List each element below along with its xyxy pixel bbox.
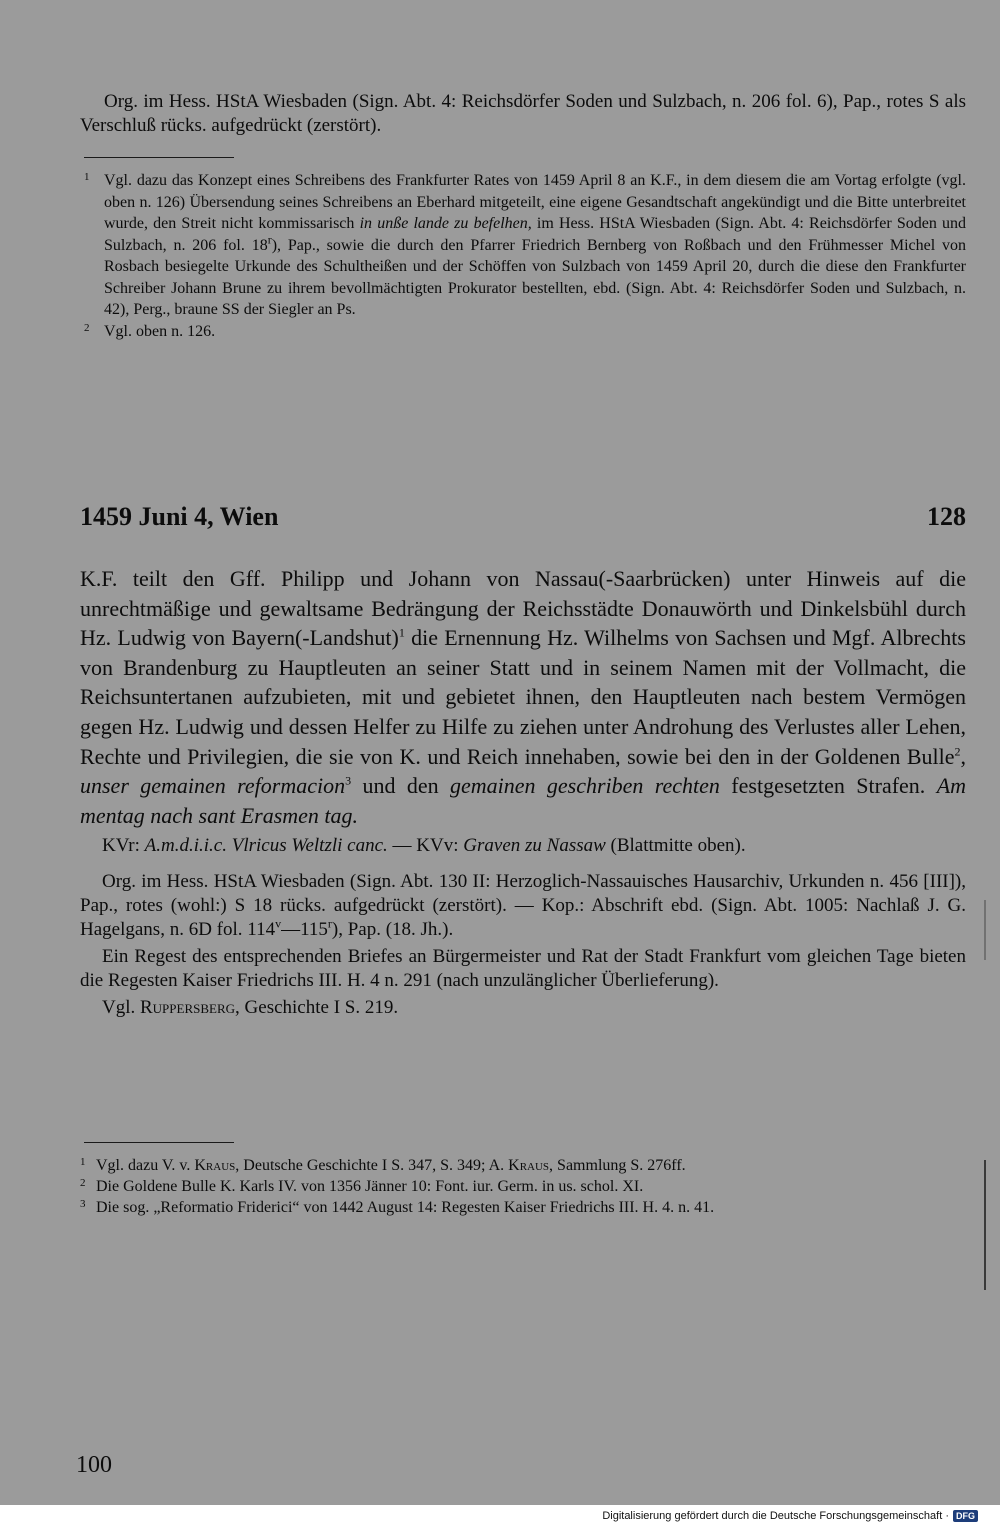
text-run: — KVv: <box>387 835 464 857</box>
text-run: , Sammlung S. 276ff. <box>549 1157 686 1174</box>
italic-text: A.m.d.i.i.c. Vlricus Weltzli canc. <box>144 835 388 857</box>
superscript: 1 <box>398 625 405 640</box>
footnote-number: 2 <box>84 321 90 334</box>
footnote <box>80 1176 966 1197</box>
italic-text: in unße lande zu befelhen, <box>359 215 532 232</box>
footer-text: Digitalisierung gefördert durch die Deutsche Forschungsgemeinschaft · <box>602 1510 949 1522</box>
italic-text: Graven zu Nassaw <box>463 835 606 857</box>
text-run: Vgl. oben n. 126. <box>104 322 216 340</box>
text-run: , Deutsche Geschichte I S. 347, S. 349; A. <box>235 1157 509 1174</box>
regest-text <box>80 564 966 830</box>
text-run: —115 <box>281 919 328 941</box>
footnote <box>80 170 966 321</box>
text-run: Org. im Hess. HStA Wiesbaden (Sign. Abt. 130 II: Herzoglich-Nassauisches Hausarchiv, Urkunden n. 456 [III]), Pap., rotes (wohl:) S 18 rücks. aufgedrückt (zerstört). — Kop.: Abschrift ebd. (Sign. Abt. 1005: Nachlaß J. G. Hagelgans, n. 6D fol. 114 <box>80 871 966 941</box>
text-run: im Hess. HStA Wiesbaden (Sign. Abt. 4: Reichsdörfer Soden und Sulzbach, n. 206 fol. 18 <box>104 215 967 254</box>
entry-notes <box>80 870 966 1020</box>
footnote-number: 1 <box>84 171 90 183</box>
footnote-number: 1 <box>80 1156 86 1168</box>
footnote <box>80 1197 966 1218</box>
italic-text: gemainen geschriben rechten <box>449 773 720 799</box>
text-run: die Ernennung Hz. Wilhelms von Sachsen und Mgf. Albrechts von Brandenburg zu Hauptleuten an seiner Statt und in seinem Namen mit der Vollmacht, die Reichsuntertanen aufzubieten, mit und gebietet ihnen, den Hauptleuten nach bestem Vermögen gegen Hz. Ludwig und dessen Helfer zu Hilfe zu ziehen unter Androhung des Verlustes aller Lehen, Rechte und Privilegien, die sie von K. und Reich innehaben, sowie bei den in der Goldenen Bulle <box>80 625 966 769</box>
dfg-logo-icon: DFG <box>953 1510 978 1522</box>
footnote-rule <box>84 1142 234 1143</box>
archive-note: Org. im Hess. HStA Wiesbaden (Sign. Abt. 4: Reichsdörfer Soden und Sulzbach, n. 206 fol. 6), Pap., rotes S als Verschluß rücks. aufgedrückt (zerstört). <box>80 91 966 136</box>
text-run: festgesetzten Strafen. <box>719 773 937 799</box>
scan-edge-mark <box>984 900 986 960</box>
superscript: v <box>275 917 282 932</box>
superscript: 2 <box>954 744 961 759</box>
text-run: Die Goldene Bulle K. Karls IV. von 1356 Jänner 10: Font. iur. Germ. in us. schol. XI. <box>96 1178 644 1195</box>
digitization-footer <box>0 1505 1000 1527</box>
italic-text: Am mentag nach sant Erasmen tag. <box>80 773 967 828</box>
text-run: KVr: <box>102 835 145 857</box>
author-name: Kraus <box>194 1157 236 1174</box>
entry-number: 128 <box>927 502 966 531</box>
footnote-number: 3 <box>80 1198 86 1210</box>
top-archive-block <box>80 90 966 138</box>
text-run: ), Pap. (18. Jh.). <box>331 919 454 941</box>
text-run: K.F. teilt den Gff. Philipp und Johann von Nassau(-Saarbrücken) unter Hinweis auf die unrechtmäßige und gewaltsame Bedrängung der Reichsstädte Donauwörth und Dinkelsbühl durch Hz. Ludwig von Bayern(-Landshut) <box>80 566 966 651</box>
archive-note <box>80 945 966 993</box>
author-name: Ruppersberg <box>140 997 236 1019</box>
entry-body <box>80 564 966 1023</box>
scan-edge-mark <box>984 1160 986 1290</box>
footnote <box>80 1155 966 1176</box>
entry-footnotes <box>80 1155 966 1218</box>
footnote <box>80 321 966 343</box>
page-number: 100 <box>76 1452 112 1478</box>
footnote-number: 2 <box>80 1177 86 1189</box>
text-run: Die sog. „Reformatio Friderici“ von 1442 August 14: Regesten Kaiser Friedrichs III. H. 4. n. 41. <box>96 1199 715 1216</box>
text-run: , Geschichte I S. 219. <box>235 997 399 1019</box>
text-run: Vgl. <box>102 997 140 1019</box>
archive-note <box>80 870 966 942</box>
text-run: Vgl. dazu V. v. <box>96 1157 195 1174</box>
entry-date-place: 1459 Juni 4, Wien <box>80 502 279 531</box>
text-run: und den <box>351 773 450 799</box>
text-run: (Blattmitte oben). <box>605 835 746 857</box>
archive-note <box>80 996 966 1020</box>
italic-text: unser gemainen reformacion <box>80 773 346 799</box>
entry-heading <box>80 502 966 532</box>
text-run: Vgl. dazu das Konzept eines Schreibens des Frankfurter Rates von 1459 April 8 an K.F., in dem diesem die am Vortag erfolgte (vgl. oben n. 126) Übersendung seines Schreibens an Eberhard mitgeteilt, eine eigene Gesandtschaft angekündigt und die Bitte unterbreitet wurde, den Streit nicht kommissarisch <box>104 172 966 232</box>
top-footnotes <box>80 170 966 342</box>
text-run: Ein Regest des entsprechenden Briefes an Bürgermeister und Rat der Stadt Frankfurt vom gleichen Tage bieten die Regesten Kaiser Friedrichs III. H. 4 n. 291 (nach unzulänglicher Überlieferung). <box>80 946 966 992</box>
superscript: r <box>327 917 332 932</box>
author-name: Kraus <box>508 1157 550 1174</box>
text-run: , <box>960 743 966 769</box>
superscript: 3 <box>345 773 352 788</box>
kanzleivermerk <box>80 834 966 858</box>
footnote-rule <box>84 157 234 158</box>
text-run: ), Pap., sowie die durch den Pfarrer Friedrich Bernberg von Roßbach und den Frühmesser Michel von Rosbach besiegelte Urkunde des Schultheißen und der Schöffen von Sulzbach von 1459 April 20, durch die diese den Frankfurter Schreiber Johann Brune zu ihrem bevollmächtigten Prokurator bestellten, ebd. (Sign. Abt. 4: Reichsdörfer Soden und Sulzbach, n. 42), Perg., braune SS der Siegler an Ps. <box>104 236 966 318</box>
superscript: r <box>267 232 272 247</box>
